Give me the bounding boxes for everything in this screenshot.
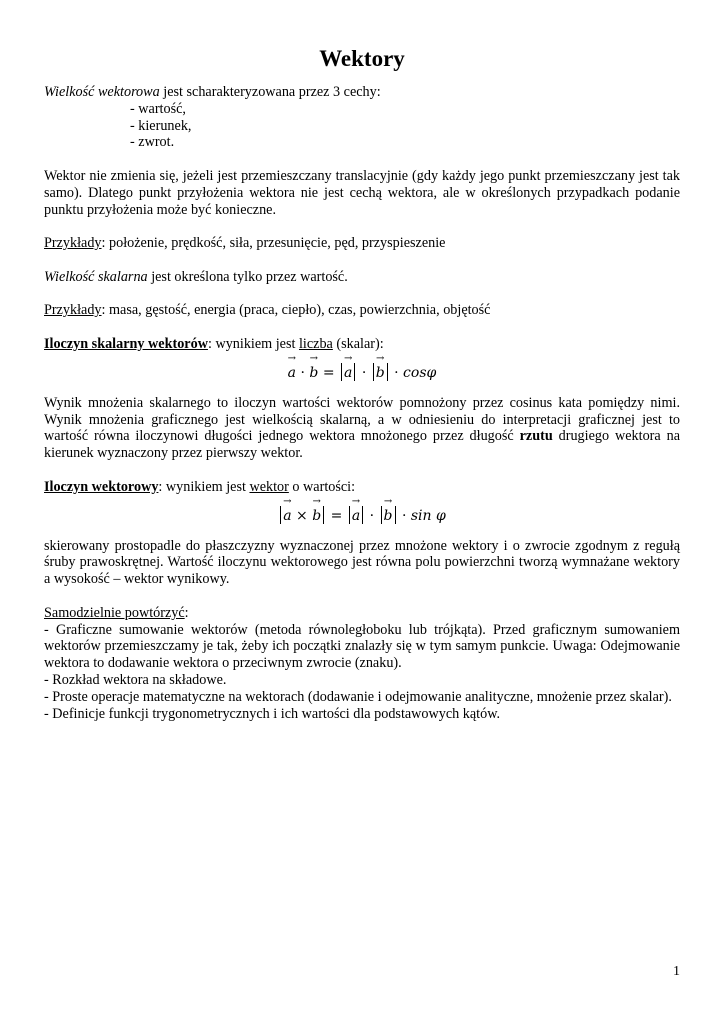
equals-sign: = (322, 364, 335, 381)
cross-product-heading-line (44, 479, 680, 496)
vector-examples (44, 235, 680, 252)
dot-desc-part: drugiego wektora na kierunek wyznaczony przez pierwszy wektor. (44, 428, 680, 462)
vector-quantity-intro (44, 84, 680, 101)
vector-a: → a (344, 363, 352, 383)
list-item: - Proste operacje matematyczne na wektorach (dodawanie i odejmowanie analityczne, mnożenie przez skalar). (44, 688, 672, 705)
vector-a: → a (283, 506, 291, 526)
examples-text: : masa, gęstość, energia (praca, ciepło), czas, powierzchnia, objętość (101, 302, 491, 319)
scalar-quantity (44, 269, 680, 286)
dot-product-heading-line (44, 336, 680, 353)
dot-product-description (44, 395, 680, 462)
cross-product-end: o wartości: (288, 478, 356, 495)
dot-operator: · (401, 507, 407, 524)
review-heading-line (44, 605, 680, 622)
vector-b: → b (384, 506, 393, 526)
dot-product-result-word: liczba (298, 335, 333, 352)
dot-operator: · (361, 364, 367, 381)
abs-bar (373, 363, 374, 381)
vector-quantity-term: Wielkość wektorowa (44, 84, 160, 100)
vector-b: → b (312, 506, 321, 526)
cross-product-description: skierowany prostopadle do płaszczyzny wyznaczonej przez mnożone wektory i o zwrocie zgodnym z regułą śruby prawoskrętnej. Wartość iloczynu wektorowego jest równa polu powierzchni tworzą wymnażane wektory a wysokość – wektor wynikowy. (44, 537, 680, 588)
dot-product-formula (44, 363, 680, 383)
examples-text: : położenie, prędkość, siła, przesunięcie, pęd, przyspieszenie (101, 235, 446, 252)
abs-bar (280, 506, 281, 524)
scalar-examples (44, 302, 680, 319)
list-item: - Rozkład wektora na składowe. (44, 671, 227, 688)
dot-product-end: (skalar): (332, 335, 384, 352)
dot-operator: · (300, 364, 305, 381)
cross-product-heading: Iloczyn wektorowy (44, 478, 159, 495)
list-item: - zwrot. (130, 134, 175, 151)
page-number: 1 (673, 964, 680, 979)
abs-bar (387, 363, 388, 381)
cross-product-formula (44, 506, 680, 526)
examples-label: Przykłady (44, 302, 102, 319)
sin-term: sin φ (410, 507, 446, 524)
dot-operator: · (394, 364, 399, 381)
review-colon: : (184, 604, 189, 621)
equals-sign: = (330, 507, 343, 524)
list-item: - wartość, (130, 100, 186, 117)
page-title: Wektory (319, 46, 405, 71)
cos-term: cosφ (403, 364, 437, 381)
abs-bar (395, 506, 396, 524)
vector-quantity-rest: jest scharakteryzowana przez 3 cechy: (159, 84, 381, 100)
list-item: - Definicje funkcji trygonometrycznych i ich wartości dla podstawowych kątów. (44, 705, 501, 722)
cross-operator: × (296, 507, 308, 524)
abs-bar (354, 363, 355, 381)
cross-product-mid: : wynikiem jest (158, 478, 250, 495)
vector-b: → b (309, 363, 318, 383)
abs-bar (341, 363, 342, 381)
abs-bar (349, 506, 350, 524)
features-list (130, 101, 680, 151)
document-page (44, 44, 680, 722)
dot-desc-part: Wynik mnożenia skalarnego to iloczyn wartości wektorów pomnożony przez cosinus kata pomiędzy nimi. Wynik mnożenia graficznego jest wielkością skalarną, a w odniesieniu do interpretacji graficznej jest to wartość równa iloczynowi długości jednego wektora mnożonego przez długość (44, 394, 680, 445)
cross-product-result-word: wektor (249, 478, 289, 495)
list-item: - Graficzne sumowanie wektorów (metoda równoległoboku lub trójkąta). Przed graficznym sumowaniem wektorów przemieszczamy je tak, żeby ich początki znalazły się w tym samym punkcie. Uwaga: Odejmowanie wektora to dodawanie wektora o przeciwnym zwrocie (znaku). (44, 621, 680, 672)
vector-a: → a (288, 363, 296, 383)
translation-paragraph: Wektor nie zmienia się, jeżeli jest przemieszczany translacyjnie (gdy każdy jego punkt przemieszczany jest tak samo). Dlatego punkt przyłożenia wektora nie jest cechą wektora, ale w określonych przypadkach podanie punktu przyłożenia może być konieczne. (44, 167, 680, 218)
review-heading: Samodzielnie powtórzyć (44, 604, 185, 621)
dot-product-heading: Iloczyn skalarny wektorów (44, 335, 208, 352)
dot-product-mid: : wynikiem jest (207, 335, 299, 352)
scalar-quantity-rest: jest określona tylko przez wartość. (147, 268, 348, 285)
examples-label: Przykłady (44, 235, 102, 252)
abs-bar (362, 506, 363, 524)
scalar-quantity-term: Wielkość skalarna (44, 268, 148, 285)
vector-b: → b (376, 363, 385, 383)
vector-a: → a (352, 506, 360, 526)
abs-bar (323, 506, 324, 524)
abs-bar (381, 506, 382, 524)
list-item: - kierunek, (130, 117, 192, 134)
dot-operator: · (369, 507, 375, 524)
dot-desc-bold: rzutu (519, 428, 553, 445)
